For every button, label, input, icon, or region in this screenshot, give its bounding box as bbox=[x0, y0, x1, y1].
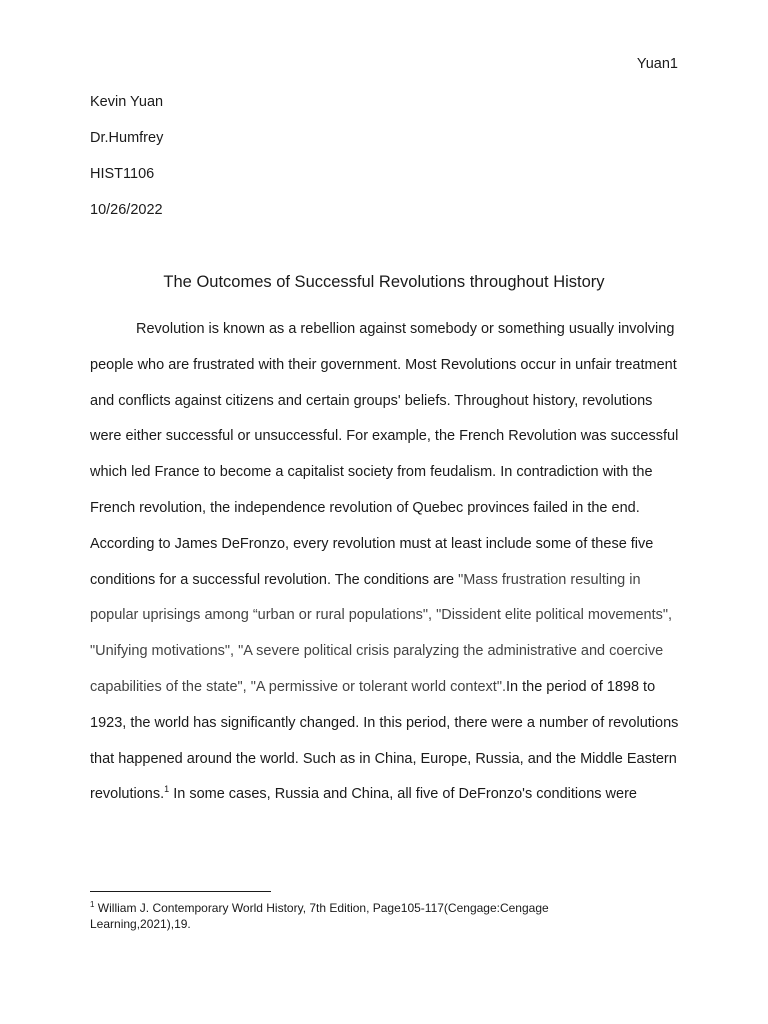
body-text-middle: In the period of 1898 to 1923, the world has significantly changed. In this period, there were a number of revolutions that happened around the world. Such as in China, Europe, Russia, and the Middle Eastern revolutions. bbox=[90, 678, 679, 803]
footnote bbox=[90, 900, 610, 932]
essay-title: The Outcomes of Successful Revolutions throughout History bbox=[163, 273, 605, 291]
course-code: HIST1106 bbox=[90, 166, 155, 182]
footnote-separator bbox=[90, 891, 271, 892]
footnote-text: William J. Contemporary World History, 7th Edition, Page105-117(Cengage:Cengage Learning,2021),19. bbox=[90, 901, 549, 931]
footnote-reference[interactable]: 1 bbox=[164, 784, 170, 795]
mla-heading bbox=[90, 93, 163, 237]
author-name: Kevin Yuan bbox=[90, 94, 164, 110]
footnote-marker: 1 bbox=[90, 900, 95, 909]
page-header-label: Yuan1 bbox=[636, 56, 678, 72]
instructor-name: Dr.Humfrey bbox=[90, 130, 164, 146]
body-paragraph bbox=[90, 312, 680, 813]
date: 10/26/2022 bbox=[90, 202, 163, 218]
body-text-end: In some cases, Russia and China, all five of DeFronzo's conditions were bbox=[169, 786, 637, 803]
body-quote: "Mass frustration resulting in popular uprisings among “urban or rural populations", "Dissident elite political movements", "Unifying motivations", "A severe political crisis paralyzing the administrative and coercive capabilities of the state", "A permissive or tolerant world context". bbox=[90, 571, 673, 695]
body-text-intro: Revolution is known as a rebellion against somebody or something usually involving people who are frustrated with their government. Most Revolutions occur in unfair treatment and conflicts against citizens and certain groups' beliefs. Throughout history, revolutions were either successful or unsuccessful. For example, the French Revolution was successful which led France to become a capitalist society from feudalism. In contradiction with the French revolution, the independence revolution of Quebec provinces failed in the end. According to James DeFronzo, every revolution must at least include some of these five conditions for a successful revolution. The conditions are bbox=[90, 321, 679, 588]
